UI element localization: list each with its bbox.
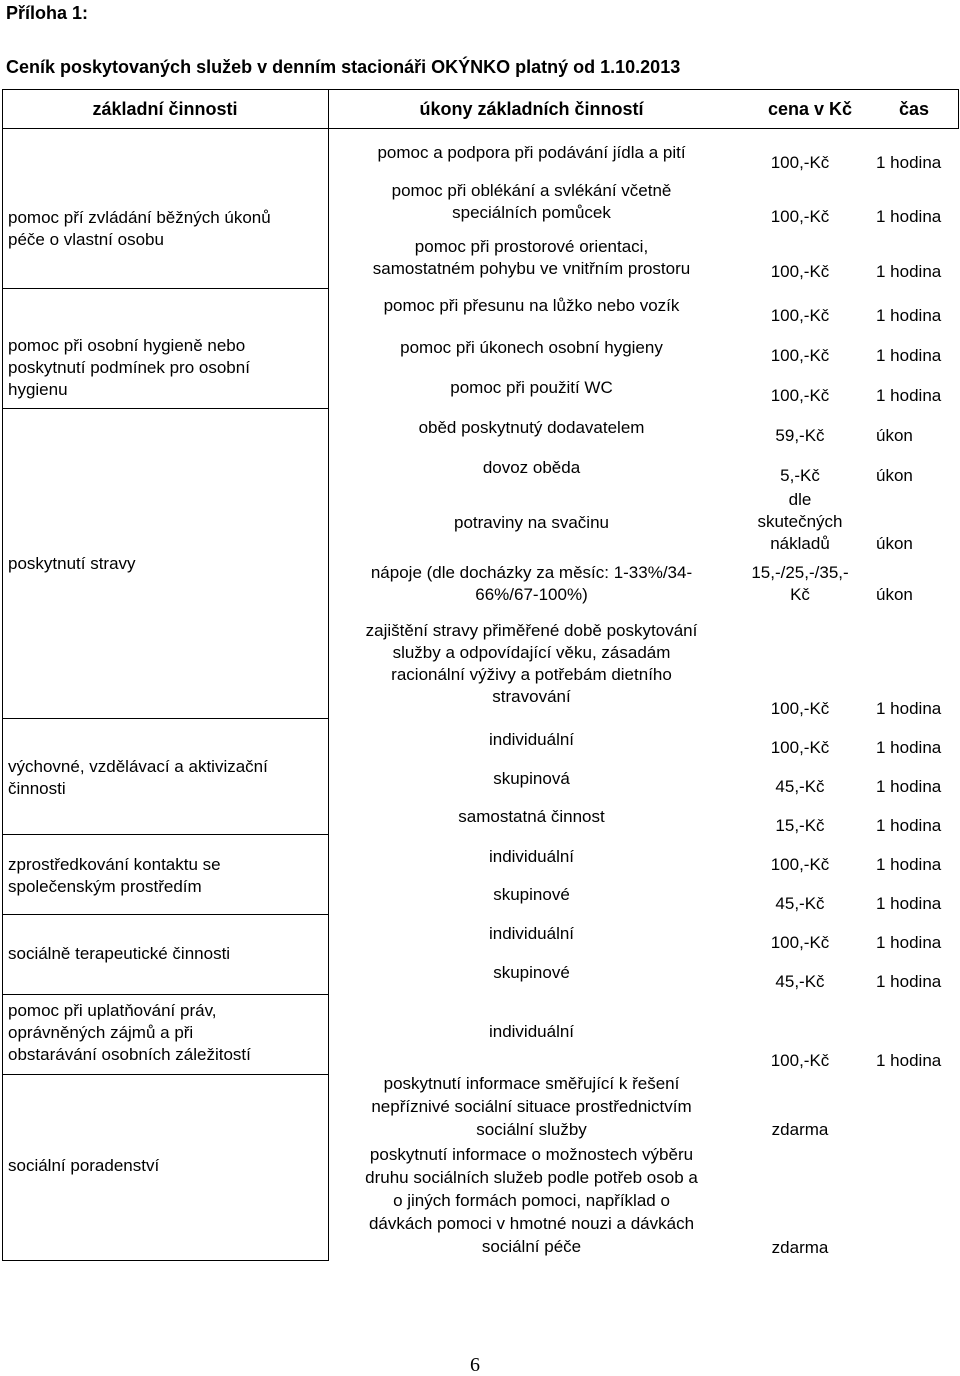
category-line: poskytnutí stravy — [8, 554, 136, 573]
category-line: činnosti — [8, 779, 66, 798]
price-value: 100,-Kč — [770, 306, 830, 325]
time-value: 1 hodina — [876, 894, 942, 913]
time-value: 1 hodina — [876, 933, 942, 952]
service-item: pomoc při oblékání a svlékání včetně — [391, 181, 672, 200]
service-item: oběd poskytnutý dodavatelem — [418, 418, 645, 437]
time-value: 1 hodina — [876, 738, 942, 757]
category-line: oprávněných zájmů a při — [8, 1023, 194, 1042]
attachment-label: Příloha 1: — [6, 3, 89, 23]
service-item: skupinové — [493, 963, 570, 982]
time-value: 1 hodina — [876, 346, 942, 365]
service-item: nepříznivé sociální situace prostřednictvím — [371, 1097, 692, 1116]
time-value: 1 hodina — [876, 386, 942, 405]
service-item: nápoje (dle docházky za měsíc: 1-33%/34- — [370, 563, 693, 582]
category-line: společenským prostředím — [8, 877, 202, 896]
service-item: dovoz oběda — [482, 458, 581, 477]
time-value: 1 hodina — [876, 972, 942, 991]
service-item: samostatná činnost — [458, 807, 605, 826]
price-value: 45,-Kč — [775, 972, 825, 991]
service-item: poskytnutí informace směřující k řešení — [383, 1074, 680, 1093]
price-value: 45,-Kč — [775, 894, 825, 913]
time-value: 1 hodina — [876, 855, 942, 874]
price-value: zdarma — [771, 1238, 829, 1257]
header-basic-activities: základní činnosti — [92, 99, 238, 119]
price-value: 100,-Kč — [770, 262, 830, 281]
service-item: individuální — [488, 730, 575, 749]
time-value: 1 hodina — [876, 777, 942, 796]
price-value: 100,-Kč — [770, 738, 830, 757]
price-value: 59,-Kč — [775, 426, 825, 445]
service-item: pomoc při použití WC — [450, 378, 613, 397]
service-item: zajištění stravy přiměřené době poskytování — [365, 621, 698, 640]
time-value: úkon — [876, 585, 913, 604]
price-value: nákladů — [770, 534, 830, 553]
service-item: skupinové — [493, 885, 570, 904]
time-value: 1 hodina — [876, 153, 942, 172]
service-item: služby a odpovídající věku, zásadám — [392, 643, 671, 662]
time-value: 1 hodina — [876, 207, 942, 226]
category-line: pomoc při osobní hygieně nebo — [8, 336, 246, 355]
header-service-acts: úkony základních činností — [419, 99, 644, 119]
price-value: 15,-/25,-/35,- — [751, 563, 849, 582]
price-value: 100,-Kč — [770, 153, 830, 172]
price-value: Kč — [790, 585, 810, 604]
service-item: 66%/67-100%) — [475, 585, 588, 604]
time-value: 1 hodina — [876, 306, 942, 325]
service-item: pomoc při úkonech osobní hygieny — [400, 338, 663, 357]
service-item: poskytnutí informace o možnostech výběru — [369, 1145, 694, 1164]
category-line: poskytnutí podmínek pro osobní — [8, 358, 250, 377]
price-value: 45,-Kč — [775, 777, 825, 796]
page-number: 6 — [470, 1354, 480, 1376]
time-value: 1 hodina — [876, 699, 942, 718]
price-value: 100,-Kč — [770, 699, 830, 718]
service-item: samostatném pohybu ve vnitřním prostoru — [372, 259, 691, 278]
service-item: individuální — [488, 1022, 575, 1041]
service-item: potraviny na svačinu — [454, 513, 609, 532]
service-item: pomoc při prostorové orientaci, — [414, 237, 649, 256]
category-line: péče o vlastní osobu — [8, 230, 164, 249]
category-line: výchovné, vzdělávací a aktivizační — [8, 757, 268, 776]
service-item: sociální služby — [476, 1120, 587, 1139]
category-line: sociální poradenství — [8, 1156, 160, 1175]
service-item: sociální péče — [481, 1237, 582, 1256]
time-value: 1 hodina — [876, 262, 942, 281]
service-item: speciálních pomůcek — [452, 203, 611, 222]
service-item: pomoc při přesunu na lůžko nebo vozík — [383, 296, 680, 315]
header-time: čas — [898, 99, 930, 119]
price-value: 100,-Kč — [770, 207, 830, 226]
service-item: racionální výživy a potřebám dietního — [391, 665, 672, 684]
price-value: 5,-Kč — [780, 466, 820, 485]
header-price: cena v Kč — [767, 99, 853, 119]
service-item: o jiných formách pomoci, například o — [393, 1191, 670, 1210]
service-item: druhu sociálních služeb podle potřeb osob a — [365, 1168, 698, 1187]
time-value: úkon — [876, 534, 913, 553]
service-item: individuální — [488, 924, 575, 943]
price-value: 100,-Kč — [770, 346, 830, 365]
service-item: skupinová — [493, 769, 570, 788]
price-value: 100,-Kč — [770, 933, 830, 952]
price-value: dle — [788, 490, 812, 509]
time-value: úkon — [876, 426, 913, 445]
service-item: individuální — [488, 847, 575, 866]
document-title: Ceník poskytovaných služeb v denním stacionáři OKÝNKO platný od 1.10.2013 — [6, 57, 681, 77]
service-item: dávkách pomoci v hmotné nouzi a dávkách — [368, 1214, 695, 1233]
time-value: 1 hodina — [876, 816, 942, 835]
service-item: stravování — [492, 687, 571, 706]
category-line: zprostředkování kontaktu se — [8, 855, 221, 874]
category-line: obstarávání osobních záležitostí — [8, 1045, 251, 1064]
category-line: hygienu — [8, 380, 68, 399]
price-value: zdarma — [771, 1120, 829, 1139]
time-value: 1 hodina — [876, 1051, 942, 1070]
price-value: 100,-Kč — [770, 855, 830, 874]
service-item: pomoc a podpora při podávání jídla a pití — [377, 143, 686, 162]
category-line: sociálně terapeutické činnosti — [8, 944, 231, 963]
category-line: pomoc pří zvládání běžných úkonů — [8, 208, 271, 227]
price-value: skutečných — [757, 512, 843, 531]
category-line: pomoc při uplatňování práv, — [8, 1001, 217, 1020]
time-value: úkon — [876, 466, 913, 485]
price-value: 100,-Kč — [770, 1051, 830, 1070]
price-value: 100,-Kč — [770, 386, 830, 405]
price-value: 15,-Kč — [775, 816, 825, 835]
